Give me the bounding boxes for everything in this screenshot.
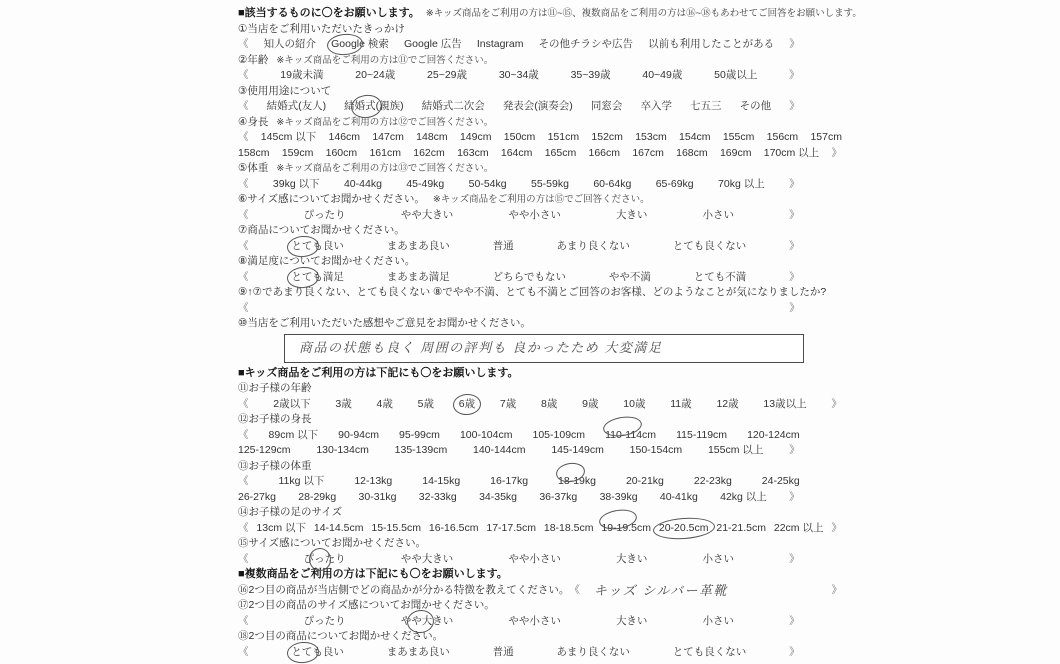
- question-label: [238, 598, 842, 614]
- option: その他チラシや広告: [538, 38, 634, 50]
- option: 35~39歳: [570, 69, 611, 81]
- options-row: [238, 208, 800, 224]
- option: とても良い: [291, 645, 344, 661]
- question-label-text: ⑪お子様の年齢: [238, 382, 312, 394]
- option: 152cm: [591, 131, 623, 143]
- option: 147cm: [372, 131, 404, 143]
- question-label-text: ⑯2つ目の商品が当店側でどの商品かが分かる特徴を教えてください。: [238, 583, 570, 596]
- question-label: [238, 629, 842, 645]
- section-title: ■複数商品をご利用の方は下記にも〇をお願いします。: [238, 568, 508, 580]
- option: 30~34歳: [498, 69, 539, 81]
- bracket-close: 》: [789, 38, 800, 50]
- option: 148cm: [416, 131, 448, 143]
- option: 105-109cm: [532, 428, 586, 441]
- options-row: [238, 146, 842, 162]
- option: 34-35kg: [479, 490, 518, 503]
- bracket-close: 》: [789, 552, 800, 565]
- option: 45-49kg: [406, 177, 445, 190]
- options-row: [238, 645, 800, 661]
- question-label-text: ⑮サイズ感についてお聞かせください。: [238, 537, 426, 549]
- option: 25~29歳: [427, 69, 468, 81]
- option: 154cm: [679, 131, 711, 143]
- option: 115-119cm: [676, 428, 728, 441]
- option: 163cm: [457, 146, 489, 159]
- option: 7歳: [499, 397, 517, 410]
- option: 18-18.5cm: [543, 521, 594, 534]
- option: 18-19kg: [558, 474, 596, 490]
- option: 50-54kg: [468, 177, 507, 190]
- option: まあまあ満足: [386, 270, 450, 283]
- option: 大きい: [615, 552, 648, 565]
- bracket-open: 《: [238, 131, 249, 143]
- question-label: [238, 192, 842, 208]
- option: 2歳以下: [273, 397, 311, 410]
- empty-answer-row: [238, 301, 800, 317]
- option: 38-39kg: [599, 490, 638, 503]
- question-label: [238, 84, 842, 100]
- option: 発表会(演奏会): [502, 100, 573, 112]
- scanned-survey-form: [238, 6, 862, 660]
- bracket-close: 》: [831, 583, 842, 596]
- option: 150cm: [503, 131, 536, 143]
- option: 168cm: [676, 146, 708, 159]
- option: 11歳: [670, 397, 692, 410]
- option: 大きい: [615, 614, 648, 627]
- bracket-close: 》: [789, 444, 800, 456]
- bracket-open: 《: [238, 552, 249, 565]
- option: 17-17.5cm: [486, 521, 536, 534]
- option: 20~24歳: [355, 69, 396, 81]
- bracket-close: 》: [789, 239, 800, 252]
- bracket-open: 《: [238, 645, 249, 658]
- handwritten-circle-mark: [287, 640, 321, 664]
- option: 110-114cm: [605, 428, 656, 444]
- option: 22-23kg: [693, 475, 732, 487]
- option: 32-33kg: [418, 490, 457, 503]
- option: やや不満: [608, 270, 651, 283]
- bracket-open: 《: [569, 583, 580, 596]
- question-label-text: ⑩当店をご利用いただいた感想やご意見をお聞かせください。: [238, 317, 531, 329]
- option: 146cm: [328, 131, 361, 143]
- option: 結婚式(友人): [266, 100, 327, 112]
- options-row: [238, 239, 800, 255]
- option: とても良くない: [672, 645, 747, 658]
- option: 164cm: [500, 146, 533, 159]
- question-label: [238, 505, 842, 521]
- option: あまり良くない: [556, 645, 630, 658]
- option: 6歳: [459, 397, 475, 413]
- option: 90-94cm: [338, 428, 380, 441]
- bracket-open: 《: [238, 475, 249, 487]
- option: Google 広告: [403, 38, 462, 50]
- option: 結婚式二次会: [421, 100, 485, 112]
- option: 60-64kg: [593, 177, 632, 190]
- bracket-close: 》: [831, 521, 842, 534]
- option: 5歳: [417, 397, 434, 410]
- option: 145-149cm: [551, 444, 604, 456]
- option: 70kg 以上: [718, 177, 765, 190]
- options-row: [238, 130, 842, 146]
- bracket-close: 》: [789, 270, 800, 283]
- option: 4歳: [376, 397, 393, 410]
- option: 同窓会: [590, 100, 623, 112]
- option: 小さい: [702, 208, 735, 221]
- options-row: [238, 490, 800, 506]
- option: 151cm: [547, 131, 580, 143]
- question-label-text: ⑧満足度についてお聞かせください。: [238, 255, 416, 267]
- bracket-open: 《: [238, 69, 249, 81]
- option: 135-139cm: [394, 444, 448, 456]
- option: 七五三: [690, 100, 722, 112]
- option: 28-29kg: [298, 490, 337, 503]
- option: 155cm 以上: [707, 444, 764, 456]
- options-row: [238, 474, 800, 490]
- option: 159cm: [281, 146, 314, 159]
- option: 普通: [492, 645, 514, 658]
- bracket-close: 》: [831, 146, 842, 159]
- option: 156cm: [766, 131, 799, 143]
- option: やや小さい: [508, 552, 561, 565]
- question-label-text: ⑭お子様の足のサイズ: [238, 506, 343, 518]
- bracket-open: 《: [238, 38, 249, 50]
- option: 155cm: [722, 131, 755, 143]
- option: 19-19.5cm: [601, 521, 651, 537]
- answer-box: [284, 334, 804, 363]
- option: とても良くない: [672, 239, 747, 252]
- options-row: [238, 552, 800, 568]
- option: やや大きい: [401, 614, 454, 630]
- option: 大きい: [615, 208, 648, 221]
- question-label-text: ⑰2つ目の商品のサイズ感についてお聞かせください。: [238, 599, 495, 611]
- option: 以前も利用したことがある: [648, 38, 775, 50]
- option: 小さい: [702, 552, 735, 565]
- option: 19歳未満: [280, 69, 324, 81]
- option: その他: [739, 100, 772, 112]
- option: 50歳以上: [714, 69, 758, 81]
- bracket-open: 《: [238, 177, 249, 190]
- bracket-open: 《: [238, 521, 249, 534]
- question-label-text: ③使用用途について: [238, 84, 332, 97]
- option: 42kg 以上: [720, 490, 767, 503]
- option: 153cm: [635, 131, 667, 143]
- question-label: [238, 161, 842, 177]
- option: 3歳: [335, 397, 352, 410]
- handwritten-text: キッズ シルバー革靴: [593, 582, 728, 598]
- option: ぴったり: [303, 208, 346, 221]
- bracket-open: 《: [238, 301, 249, 314]
- question-label: [238, 583, 842, 599]
- option: 26-27kg: [238, 490, 276, 503]
- option: 167cm: [632, 146, 664, 159]
- question-label: [238, 381, 842, 397]
- question-label: [238, 316, 842, 332]
- bracket-close: 》: [789, 490, 800, 503]
- question-label: [238, 53, 842, 69]
- option: 65-69kg: [655, 177, 694, 190]
- option: 160cm: [325, 146, 358, 159]
- option: 100-104cm: [459, 428, 513, 441]
- section-title: ■キッズ商品をご利用の方は下記にも〇をお願いします。: [238, 366, 519, 379]
- option: 16-17kg: [490, 475, 529, 487]
- option: 小さい: [702, 614, 735, 627]
- options-row: [238, 428, 800, 444]
- option: 16-16.5cm: [428, 521, 479, 534]
- option: 166cm: [588, 146, 621, 159]
- options-row: [238, 37, 800, 53]
- option: 130-134cm: [316, 444, 369, 456]
- question-label-text: ⑥サイズ感についてお聞かせください。: [238, 193, 425, 205]
- option: 39kg 以下: [272, 177, 320, 190]
- option: 165cm: [544, 146, 577, 159]
- option: 95-99cm: [399, 428, 440, 441]
- option: ぴったり: [303, 614, 346, 627]
- option: 8歳: [541, 397, 558, 410]
- option: とても不満: [693, 270, 747, 283]
- option: 14-14.5cm: [313, 521, 364, 534]
- bracket-close: 》: [789, 100, 800, 112]
- option: まあまあ良い: [386, 239, 450, 252]
- question-label-text: ⑤体重: [238, 162, 269, 174]
- bracket-close: 》: [789, 208, 800, 221]
- question-label-text: ⑨↑⑦であまり良くない、とても良くない ⑧でやや不満、とても不満とご回答のお客様、どのようなことが気になりましたか?: [238, 286, 827, 298]
- option: 14-15kg: [422, 475, 461, 487]
- option: 13cm 以下: [256, 521, 306, 534]
- question-note: ※キッズ商品をご利用の方は⑬でご回答ください。: [276, 163, 494, 174]
- option: 140-144cm: [472, 444, 526, 456]
- option: 20-20.5cm: [659, 521, 709, 537]
- question-label: [238, 22, 842, 38]
- option: 40-44kg: [343, 177, 382, 190]
- question-label: [238, 254, 842, 270]
- question-note: ※キッズ商品をご利用の方は⑮でご回答ください。: [432, 194, 650, 205]
- options-row: [238, 614, 800, 630]
- question-label: [238, 536, 842, 552]
- option: 12-13kg: [354, 475, 393, 487]
- options-row: [238, 99, 800, 115]
- option: やや小さい: [508, 208, 561, 221]
- option: どちらでもない: [492, 270, 567, 283]
- option: 55-59kg: [531, 177, 569, 190]
- option: 9歳: [582, 397, 599, 410]
- option: 120-124cm: [747, 428, 800, 441]
- question-label-text: ①当店をご利用いただいたきっかけ: [238, 22, 405, 35]
- option: 170cm 以上: [763, 146, 820, 159]
- option: 13歳以上: [763, 397, 807, 410]
- option: 89cm 以下: [268, 428, 319, 441]
- option: やや小さい: [508, 614, 561, 627]
- options-row: [238, 443, 800, 459]
- options-row: [238, 68, 800, 84]
- question-label: [238, 223, 842, 239]
- question-label-text: ④身長: [238, 115, 269, 128]
- bracket-close: 》: [831, 397, 842, 410]
- options-row: [238, 177, 800, 193]
- question-label: [238, 115, 842, 131]
- option: 36-37kg: [539, 490, 578, 503]
- question-label: [238, 285, 842, 301]
- bracket-open: 《: [238, 397, 249, 410]
- option: Google 検索: [331, 37, 389, 53]
- option: 10歳: [623, 397, 646, 410]
- option: 結婚式(親族): [344, 99, 404, 115]
- option: 145cm 以下: [260, 131, 317, 143]
- question-note: ※キッズ商品をご利用の方は⑫でご回答ください。: [276, 116, 494, 128]
- section-note: ※キッズ商品をご利用の方は⑪~⑮、複数商品をご利用の方は⑯~⑱もあわせてご回答をお願いします。: [425, 8, 862, 19]
- option: やや大きい: [400, 552, 454, 565]
- option: 12歳: [716, 397, 739, 410]
- bracket-open: 《: [238, 100, 249, 112]
- option: 22cm 以上: [773, 521, 824, 534]
- option: 40~49歳: [642, 69, 683, 81]
- option: とても良い: [291, 239, 344, 255]
- option: 158cm: [238, 146, 270, 159]
- option: やや大きい: [400, 208, 454, 221]
- option: 162cm: [413, 146, 445, 159]
- bracket-open: 《: [238, 428, 249, 441]
- option: 40-41kg: [659, 490, 698, 503]
- option: 11kg 以下: [278, 475, 325, 487]
- option: 24-25kg: [761, 475, 800, 487]
- option: 知人の紹介: [263, 38, 317, 50]
- option: 125-129cm: [238, 444, 291, 456]
- option: Instagram: [476, 38, 524, 50]
- option: ぴったり: [304, 552, 346, 568]
- option: 169cm: [719, 146, 752, 159]
- handwritten-text: 商品の状態も良く 周囲の評判も 良かったため 大変満足: [299, 340, 663, 356]
- question-label-text: ⑬お子様の体重: [238, 459, 312, 472]
- option: あまり良くない: [556, 239, 630, 252]
- option: 149cm: [459, 131, 492, 143]
- bracket-close: 》: [789, 614, 800, 627]
- option: 20-21kg: [625, 475, 664, 487]
- bracket-open: 《: [238, 208, 249, 221]
- section-title: ■該当するものに〇をお願いします。 ※キッズ商品をご利用の方は⑪~⑮、複数商品をご利用の方は⑯~⑱もあわせてご回答をお願いします。: [238, 7, 862, 19]
- option: 15-15.5cm: [371, 521, 421, 534]
- options-row: [238, 397, 842, 413]
- question-label-text: ②年齢: [238, 53, 269, 66]
- option: まあまあ良い: [386, 645, 450, 658]
- bracket-open: 《: [238, 239, 249, 252]
- options-row: [238, 270, 800, 286]
- bracket-open: 《: [238, 614, 249, 627]
- bracket-close: 》: [789, 177, 800, 190]
- question-label-text: ⑱2つ目の商品についてお聞かせください。: [238, 630, 444, 642]
- question-label-text: ⑦商品についてお聞かせください。: [238, 224, 405, 236]
- option: 卒入学: [640, 100, 672, 112]
- form-root: [238, 6, 862, 660]
- options-row: [238, 521, 842, 537]
- question-label: [238, 412, 842, 428]
- option: 157cm: [810, 131, 842, 143]
- option: 150-154cm: [629, 444, 683, 456]
- option: とても満足: [291, 270, 344, 286]
- question-label-text: ⑫お子様の身長: [238, 413, 312, 425]
- option: 普通: [492, 239, 514, 252]
- bracket-close: 》: [789, 301, 800, 314]
- question-label: [238, 459, 842, 475]
- bracket-close: 》: [789, 69, 800, 81]
- option: 21-21.5cm: [716, 521, 766, 534]
- option: 161cm: [369, 146, 401, 159]
- bracket-open: 《: [238, 270, 249, 283]
- bracket-close: 》: [789, 645, 800, 658]
- option: 30-31kg: [358, 490, 397, 503]
- question-note: ※キッズ商品をご利用の方は⑪でご回答ください。: [276, 54, 494, 66]
